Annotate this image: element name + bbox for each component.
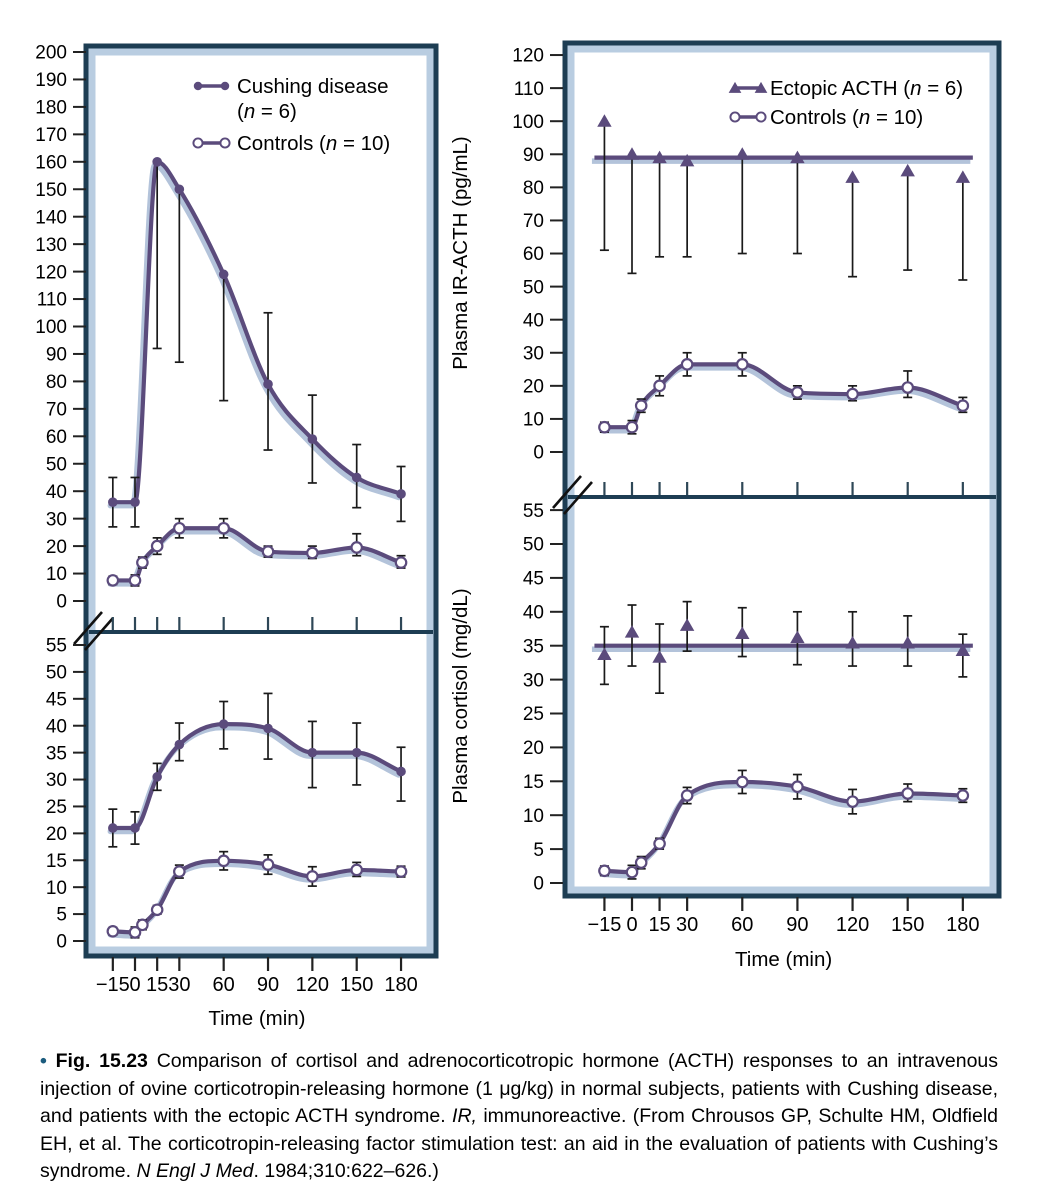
open-circle-marker [307,548,317,558]
open-circle-marker [756,112,765,121]
y-tick-label: 190 [35,70,67,92]
y-tick-label: 55 [45,635,67,657]
x-tick-label: 120 [295,974,330,996]
y-tick-label: 10 [45,877,67,899]
caption-part-normal: . 1984;310:622–626.) [253,1160,439,1183]
triangle-marker [845,170,859,183]
x-axis-title: Time (min) [208,1007,306,1030]
y-tick-label: 140 [35,207,67,229]
legend-entry-filled-circle [194,75,389,123]
x-tick-label: 180 [946,914,980,936]
open-circle-marker [792,782,802,792]
y-tick-label: 80 [522,178,544,200]
open-circle-marker [792,387,802,397]
y-tick-label: 30 [45,770,67,792]
filled-circle-marker [308,748,318,758]
filled-circle-marker [194,82,202,90]
caption-part-normal: immunoreactive. (From Chrousos GP, Schulte HM, Oldfield EH, et al. The corticotropin-releasing factor stimulation test: an aid in the evaluation of patients with Cushing’s syndrome. [40,1105,998,1183]
curve [113,162,401,502]
open-circle-marker [636,857,646,867]
triangle-marker [735,626,749,639]
x-tick-label: 0 [626,914,638,936]
filled-circle-marker [308,434,318,444]
open-circle-marker [737,777,747,787]
y-tick-label: 40 [45,716,67,738]
y-tick-label: 100 [512,111,544,133]
filled-circle-marker [152,772,162,782]
legend-entry-triangle [729,77,963,100]
y-tick-label: 120 [512,45,544,67]
y-tick-label: 120 [35,262,67,284]
caption-part-italic: IR, [452,1105,477,1128]
y-tick-label: 130 [35,234,67,256]
error-bar [848,177,857,276]
y-tick-label: 70 [522,211,544,233]
error-bar [628,154,637,273]
open-circle-marker [599,422,609,432]
open-circle-marker [636,400,646,410]
panel-cushing [35,43,436,1030]
y-tick-label: 180 [35,97,67,119]
open-circle-marker [627,422,637,432]
curve-shadow [110,165,398,505]
acth-ectopic-chart [449,46,973,495]
x-tick-label: 90 [256,974,280,996]
y-tick-label: 90 [45,344,67,366]
panel-frame-outer [565,43,999,896]
error-bar [683,161,692,257]
legend [193,75,390,155]
filled-circle-marker [130,823,140,833]
error-bar [793,158,802,254]
y-tick-label: 110 [513,78,544,100]
x-tick-label: 30 [676,914,699,936]
curve-shadow [110,532,398,584]
y-tick-label: 45 [45,689,67,711]
cushing-disease-series [108,157,406,527]
open-circle-marker [193,138,202,147]
y-tick-label: 0 [533,873,544,895]
y-tick-label: 200 [35,42,67,64]
triangle-marker [845,636,859,649]
open-circle-marker [174,866,184,876]
filled-circle-marker [263,724,273,734]
triangle-marker [680,618,694,631]
y-tick-label: 0 [533,442,544,464]
y-tick-label: 10 [45,564,67,586]
filled-circle-marker [221,82,229,90]
x-tick-label: −15 [587,914,622,936]
legend-entry-open-circle [193,132,390,155]
y-tick-label: 20 [45,536,67,558]
open-circle-marker [152,541,162,551]
x-tick-label: 0 [129,974,141,996]
y-tick-label: 15 [522,771,544,793]
caption-part-normal: Comparison of cortisol and adrenocorticotropic hormone (ACTH) responses to an intravenous injection of ovine corticotropin-releasing hormone (1 μg/kg) in normal subjects, patients with Cushing disease, and patients with the ectopic ACTH syndrome. [40,1050,999,1128]
y-tick-label: 10 [522,805,544,827]
open-circle-marker [130,575,140,585]
filled-circle-marker [352,473,362,483]
y-axis-title: Plasma cortisol (mg/dL) [449,588,472,804]
caption-part-italic: N Engl J Med [136,1160,254,1183]
error-bar [903,171,912,270]
y-tick-label: 60 [522,244,544,266]
triangle-marker [735,147,749,160]
caption-part-bullet: • [40,1050,56,1072]
legend-label: Controls (n = 10) [770,106,924,129]
controls-series [108,852,407,938]
open-circle-marker [263,546,273,556]
open-circle-marker [958,790,968,800]
open-circle-marker [903,382,913,392]
y-tick-label: 160 [35,152,67,174]
open-circle-marker [137,920,147,930]
open-circle-marker [903,788,913,798]
y-tick-label: 25 [522,704,544,726]
open-circle-marker [263,859,273,869]
open-circle-marker [137,557,147,567]
triangle-marker [625,147,639,160]
x-tick-label: 30 [168,974,191,996]
open-circle-marker [352,865,362,875]
y-tick-label: 15 [45,850,67,872]
cortisol-ectopic-chart [449,501,980,971]
open-circle-marker [627,867,637,877]
y-tick-label: 40 [522,310,544,332]
filled-circle-marker [396,767,406,777]
y-tick-label: 50 [45,662,67,684]
legend-label: Controls (n = 10) [237,132,391,155]
x-tick-label: 15 [648,914,671,936]
y-tick-label: 50 [522,277,544,299]
open-circle-marker [307,871,317,881]
triangle-marker [956,170,970,183]
y-tick-label: 90 [522,144,544,166]
x-tick-label: 60 [731,914,754,936]
open-circle-marker [654,381,664,391]
y-tick-label: 35 [522,636,544,658]
y-tick-label: 170 [35,125,67,146]
error-bar [958,177,967,280]
filled-circle-marker [108,823,118,833]
y-tick-label: 5 [56,904,67,926]
x-tick-label: 120 [835,914,870,936]
y-tick-label: 0 [56,931,67,953]
legend [729,77,963,129]
caption-part-bold: Fig. 15.23 [55,1050,148,1072]
controls-series [108,519,407,586]
open-circle-marker [958,400,968,410]
error-bar [175,189,184,362]
x-axis-title: Time (min) [735,948,833,971]
x-tick-label: 150 [340,974,374,996]
open-circle-marker [396,557,406,567]
open-circle-marker [218,856,228,866]
triangle-marker [625,625,639,638]
y-tick-label: 20 [45,824,67,846]
open-circle-marker [108,926,118,936]
triangle-marker [652,650,666,663]
x-tick-label: 90 [786,914,809,936]
figure-caption [40,1048,998,1186]
x-tick-label: 15 [146,974,169,996]
y-tick-label: 25 [45,797,67,819]
y-tick-label: 30 [522,343,544,365]
controls-series [599,770,968,878]
x-tick-label: 150 [891,914,925,936]
open-circle-marker [396,866,406,876]
legend-label: Ectopic ACTH (n = 6) [770,77,964,100]
triangle-marker [597,114,611,127]
y-tick-label: 20 [522,376,544,398]
filled-circle-marker [152,157,162,167]
y-tick-label: 40 [522,602,544,624]
filled-circle-marker [175,184,185,194]
open-circle-marker [682,790,692,800]
open-circle-marker [847,796,857,806]
triangle-marker [901,164,915,177]
panel-frame-inner [571,49,993,890]
ectopic-acth-series [597,114,970,280]
open-circle-marker [220,138,229,147]
y-tick-label: 30 [45,509,67,531]
y-tick-label: 50 [45,454,67,476]
open-circle-marker [654,838,664,848]
y-tick-label: 0 [56,591,67,613]
y-tick-label: 50 [522,534,544,556]
y-tick-label: 55 [522,500,544,522]
legend-label-line2: (n = 6) [237,100,297,123]
cortisol-cushing-chart [46,636,418,1030]
y-tick-label: 110 [36,289,67,311]
x-tick-label: 60 [212,974,235,996]
y-tick-label: 5 [533,839,544,861]
open-circle-marker [847,389,857,399]
x-tick-label: −15 [95,974,130,996]
y-tick-label: 45 [522,568,544,590]
controls-series [599,353,968,434]
filled-circle-marker [219,719,229,729]
filled-circle-marker [108,497,118,507]
open-circle-marker [730,112,739,121]
open-circle-marker [737,359,747,369]
cushing-disease-series [108,693,406,846]
x-tick-label: 180 [384,974,418,996]
filled-circle-marker [352,748,362,758]
filled-circle-marker [219,270,229,280]
open-circle-marker [352,542,362,552]
open-circle-marker [108,575,118,585]
error-bar [738,154,747,253]
y-tick-label: 40 [45,481,67,503]
y-tick-label: 150 [35,179,67,201]
filled-circle-marker [263,379,273,389]
filled-circle-marker [396,489,406,499]
legend-label: Cushing disease [237,75,389,98]
open-circle-marker [218,523,228,533]
curve-shadow [602,368,960,431]
y-tick-label: 80 [45,372,67,394]
y-tick-label: 100 [35,317,67,339]
y-tick-label: 20 [522,738,544,760]
triangle-marker [901,636,915,649]
open-circle-marker [599,866,609,876]
y-tick-label: 10 [522,409,544,431]
error-bar [655,158,664,257]
open-circle-marker [152,905,162,915]
y-tick-label: 30 [522,670,544,692]
open-circle-marker [682,359,692,369]
open-circle-marker [174,523,184,533]
filled-circle-marker [175,740,185,750]
filled-circle-marker [130,497,140,507]
y-tick-label: 60 [45,426,67,448]
legend-entry-open-circle [730,106,923,129]
y-tick-label: 70 [45,399,67,421]
y-tick-label: 35 [45,743,67,765]
panel-ectopic [449,43,999,971]
triangle-marker [790,631,804,644]
y-axis-title: Plasma IR-ACTH (pg/mL) [449,136,472,370]
error-bar [600,121,609,250]
